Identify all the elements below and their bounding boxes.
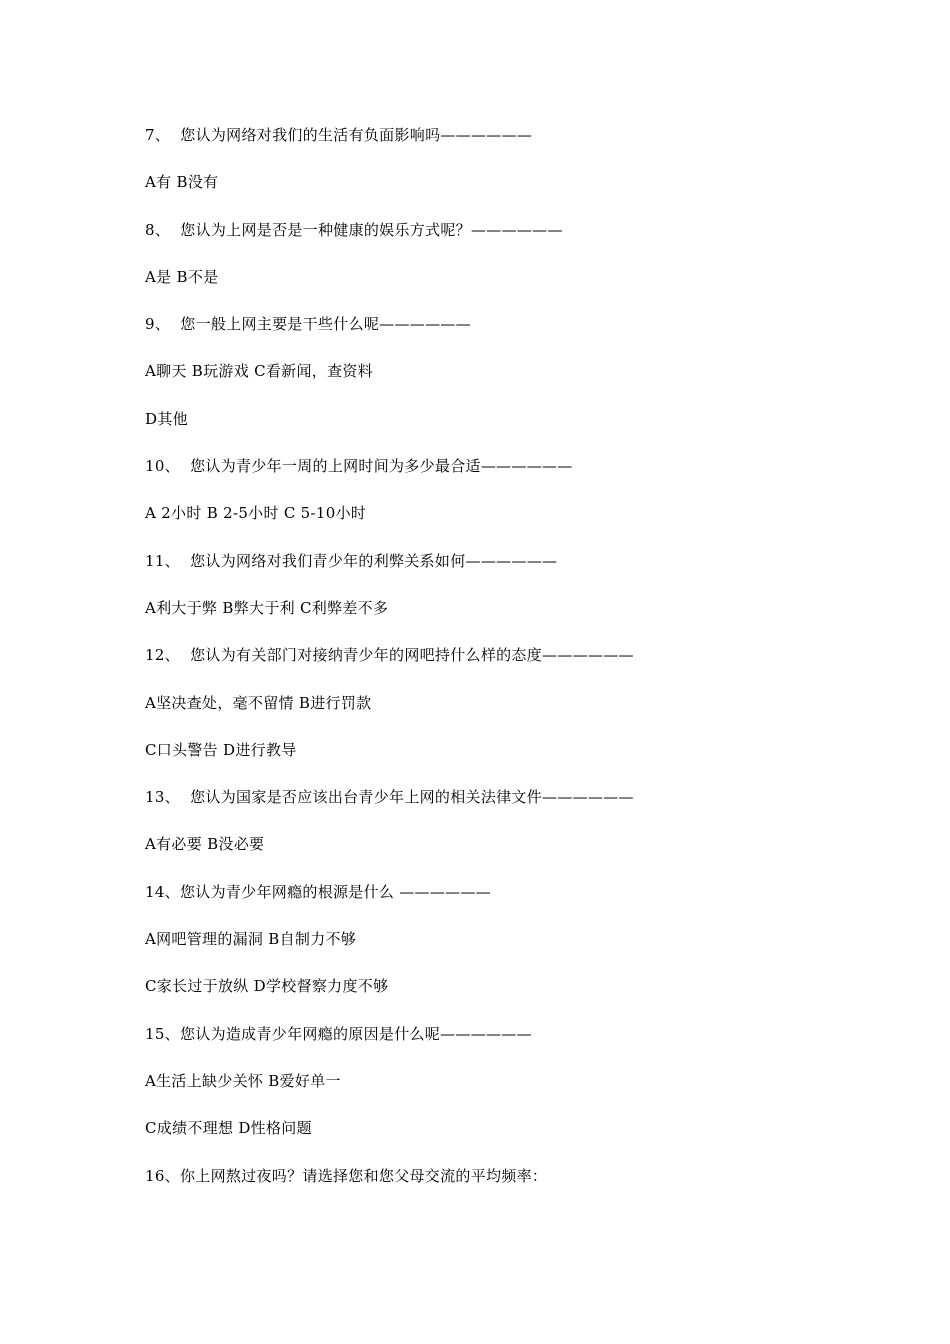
questionnaire-text <box>145 124 845 1212</box>
question-9-options-2: D其他 <box>145 409 188 428</box>
question-14: 14、您认为青少年网瘾的根源是什么 —————— <box>145 882 492 901</box>
question-8: 8、 您认为上网是否是一种健康的娱乐方式呢？—————— <box>145 220 563 239</box>
question-12-options-2: C口头警告 D进行教导 <box>145 740 297 759</box>
question-10: 10、 您认为青少年一周的上网时间为多少最合适—————— <box>145 457 573 476</box>
question-9: 9、 您一般上网主要是干些什么呢—————— <box>145 315 471 334</box>
question-15-options: A生活上缺少关怀 B爱好单一 <box>145 1071 341 1090</box>
question-14-options-2: C家长过于放纵 D学校督察力度不够 <box>145 977 389 996</box>
question-13-options: A有必要 B没必要 <box>145 835 265 854</box>
question-8-options: A是 B不是 <box>145 267 219 286</box>
question-10-options: A 2小时 B 2-5小时 C 5-10小时 <box>145 504 367 523</box>
question-9-options: A聊天 B玩游戏 C看新闻，查资料 <box>145 362 373 381</box>
question-15: 15、您认为造成青少年网瘾的原因是什么呢—————— <box>145 1024 532 1043</box>
question-11: 11、 您认为网络对我们青少年的利弊关系如何—————— <box>145 551 558 570</box>
question-12: 12、 您认为有关部门对接纳青少年的网吧持什么样的态度—————— <box>145 646 634 665</box>
question-7-options: A有 B没有 <box>145 173 219 192</box>
question-15-options-2: C成绩不理想 D性格问题 <box>145 1119 312 1138</box>
question-7: 7、 您认为网络对我们的生活有负面影响吗—————— <box>145 126 533 144</box>
question-11-options: A利大于弊 B弊大于利 C利弊差不多 <box>145 598 389 617</box>
question-16: 16、你上网熬过夜吗？请选择您和您父母交流的平均频率： <box>145 1166 548 1185</box>
question-14-options: A网吧管理的漏洞 B自制力不够 <box>145 930 357 949</box>
question-12-options: A坚决查处，毫不留情 B进行罚款 <box>145 693 372 712</box>
question-13: 13、 您认为国家是否应该出台青少年上网的相关法律文件—————— <box>145 788 634 807</box>
